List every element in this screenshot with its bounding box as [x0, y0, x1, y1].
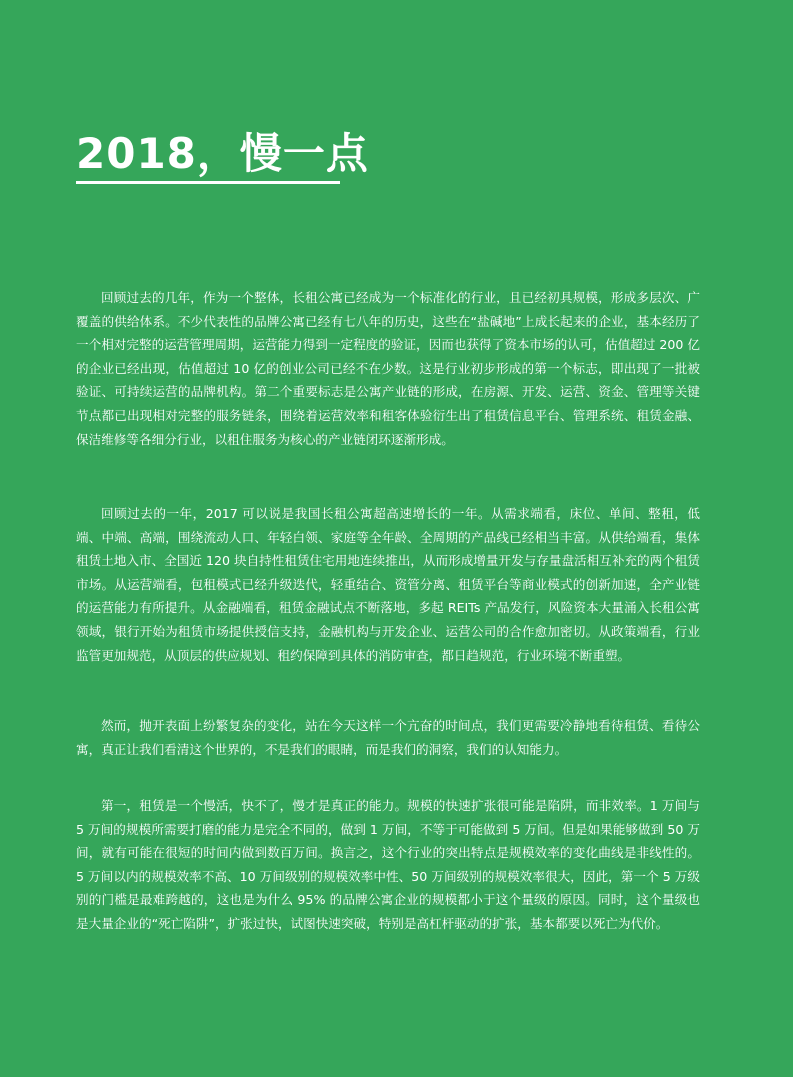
body-paragraph: 第一，租赁是一个慢活，快不了，慢才是真正的能力。规模的快速扩张很可能是陷阱，而非效率。1 万间与 5 万间的规模所需要打磨的能力是完全不同的，做到 1 万间，不等于可能做到 5 万间。但是如果能够做到 50 万间，就有可能在很短的时间内做到数百万间。换言之，这个行业的突出特点是规模效率的变化曲线是非线性的。5 万间以内的规模效率不高、10 万间级别的规模效率中性、50 万间级别的规模效率很大，因此，第一个 5 万级别的门槛是最难跨越的，这也是为什么 95% 的品牌公寓企业的规模都小于这个量级的原因。同时，这个量级也是大量企业的“死亡陷阱”，扩张过快，试图快速突破，特别是高杠杆驱动的扩张，基本都要以死亡为代价。 — [76, 798, 700, 931]
body-paragraph: 然而，抛开表面上纷繁复杂的变化，站在今天这样一个亢奋的时间点，我们更需要冷静地看待租赁、看待公寓，真正让我们看清这个世界的，不是我们的眼睛，而是我们的洞察，我们的认知能力。 — [76, 718, 700, 757]
body-paragraph: 回顾过去的一年，2017 可以说是我国长租公寓超高速增长的一年。从需求端看，床位、单间、整租，低端、中端、高端，围绕流动人口、年轻白领、家庭等全年龄、全周期的产品线已经相当丰富。从供给端看，集体租赁土地入市、全国近 120 块自持性租赁住宅用地连续推出，从而形成增量开发与存量盘活相互补充的两个租赁市场。从运营端看，包租模式已经升级迭代，轻重结合、资管分离、租赁平台等商业模式的创新加速，全产业链的运营能力有所提升。从金融端看，租赁金融试点不断落地，多起 REITs 产品发行，风险资本大量涌入长租公寓领域，银行开始为租赁市场提供授信支持，金融机构与开发企业、运营公司的合作愈加密切。从政策端看，行业监管更加规范，从顶层的供应规划、租约保障到具体的消防审查，都日趋规范，行业环境不断重塑。 — [76, 506, 700, 663]
title-underline — [76, 181, 340, 184]
body-paragraph: 回顾过去的几年，作为一个整体，长租公寓已经成为一个标准化的行业，且已经初具规模，形成多层次、广覆盖的供给体系。不少代表性的品牌公寓已经有七八年的历史，这些在“盐碱地”上成长起来的企业，基本经历了一个相对完整的运营管理周期，运营能力得到一定程度的验证，因而也获得了资本市场的认可，估值超过 200 亿的企业已经出现，估值超过 10 亿的创业公司已经不在少数。这是行业初步形成的第一个标志，即出现了一批被验证、可持续运营的品牌机构。第二个重要标志是公寓产业链的形成，在房源、开发、运营、资金、管理等关键节点都已出现相对完整的服务链条，围绕着运营效率和租客体验衍生出了租赁信息平台、管理系统、租赁金融、保洁维修等各细分行业，以租住服务为核心的产业链闭环逐渐形成。 — [76, 290, 700, 447]
page-title: 2018，慢一点 — [76, 129, 369, 178]
